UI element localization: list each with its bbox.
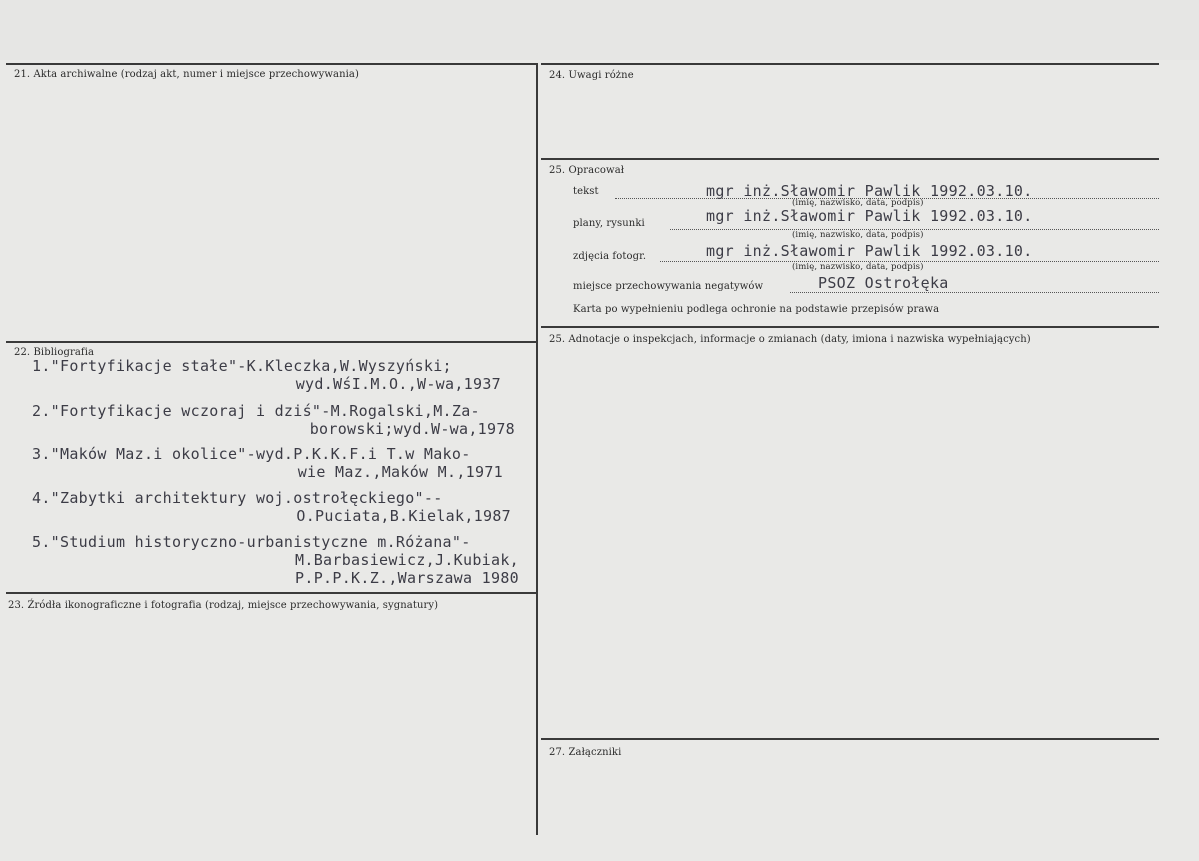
bibliography-entry-1-line-2: wyd.WśI.M.O.,W-wa,1937 [295,375,501,393]
rule-before-22 [6,341,536,343]
column-divider [536,63,538,835]
rule-before-26 [541,326,1159,328]
author-row-plany-label: plany, rysunki [573,218,645,229]
negatives-location-label: miejsce przechowywania negatywów [573,281,764,292]
author-row-zdjecia-label: zdjęcia fotogr. [573,251,647,262]
author-row-tekst-value: mgr inż.Sławomir Pawlik 1992.03.10. [706,182,1033,200]
bibliography-entry-3-line-2: wie Maz.,Maków M.,1971 [297,463,503,481]
legal-protection-note: Karta po wypełnieniu podlega ochronie na podstawie przepisów prawa [573,304,940,315]
section-26-label: 25. Adnotacje o inspekcjach, informacje o zmianach (daty, imiona i nazwiska wypełniających) [549,334,1031,345]
section-25-label: 25. Opracował [549,165,625,176]
top-margin [0,0,1199,60]
rule-before-25 [541,158,1159,160]
author-row-plany-value: mgr inż.Sławomir Pawlik 1992.03.10. [706,207,1033,225]
author-row-zdjecia-hint: (imię, nazwisko, data, podpis) [792,262,924,272]
section-22-label: 22. Bibliografia [14,347,95,358]
section-21-label: 21. Akta archiwalne (rodzaj akt, numer i miejsce przechowywania) [14,69,359,80]
negatives-location-value: PSOZ Ostrołęka [818,274,949,292]
author-row-tekst-hint: (imię, nazwisko, data, podpis) [792,198,924,208]
bibliography-entry-2-line-2: borowski;wyd.W-wa,1978 [309,420,515,438]
bibliography-entry-2-line-1: 2."Fortyfikacje wczoraj i dziś"-M.Rogalski,M.Za- [32,402,480,420]
author-row-tekst-label: tekst [573,186,599,197]
author-row-zdjecia-value: mgr inż.Sławomir Pawlik 1992.03.10. [706,242,1033,260]
bibliography-entry-5-line-1: 5."Studium historyczno-urbanistyczne m.Różana"- [32,533,471,551]
author-row-plany-hint: (imię, nazwisko, data, podpis) [792,230,924,240]
section-23-label: 23. Źródła ikonograficzne i fotografia (rodzaj, miejsce przechowywania, sygnatury) [8,600,439,611]
bibliography-entry-5-line-3: P.P.P.K.Z.,Warszawa 1980 [295,569,519,587]
rule-top-left [6,63,536,65]
section-24-label: 24. Uwagi różne [549,70,634,81]
bibliography-entry-4-line-1: 4."Zabytki architektury woj.ostrołęckiego"-- [32,489,443,507]
negatives-location-line [790,292,1159,293]
bibliography-entry-4-line-2: O.Puciata,B.Kielak,1987 [296,507,511,525]
bibliography-entry-1-line-1: 1."Fortyfikacje stałe"-K.Kleczka,W.Wyszyński; [32,357,452,375]
rule-before-23 [6,592,536,594]
section-27-label: 27. Załączniki [549,747,622,758]
rule-top-right [541,63,1159,65]
rule-before-27 [541,738,1159,740]
bibliography-entry-3-line-1: 3."Maków Maz.i okolice"-wyd.P.K.K.F.i T.w Mako- [32,445,471,463]
bibliography-entry-5-line-2: M.Barbasiewicz,J.Kubiak, [295,551,519,569]
